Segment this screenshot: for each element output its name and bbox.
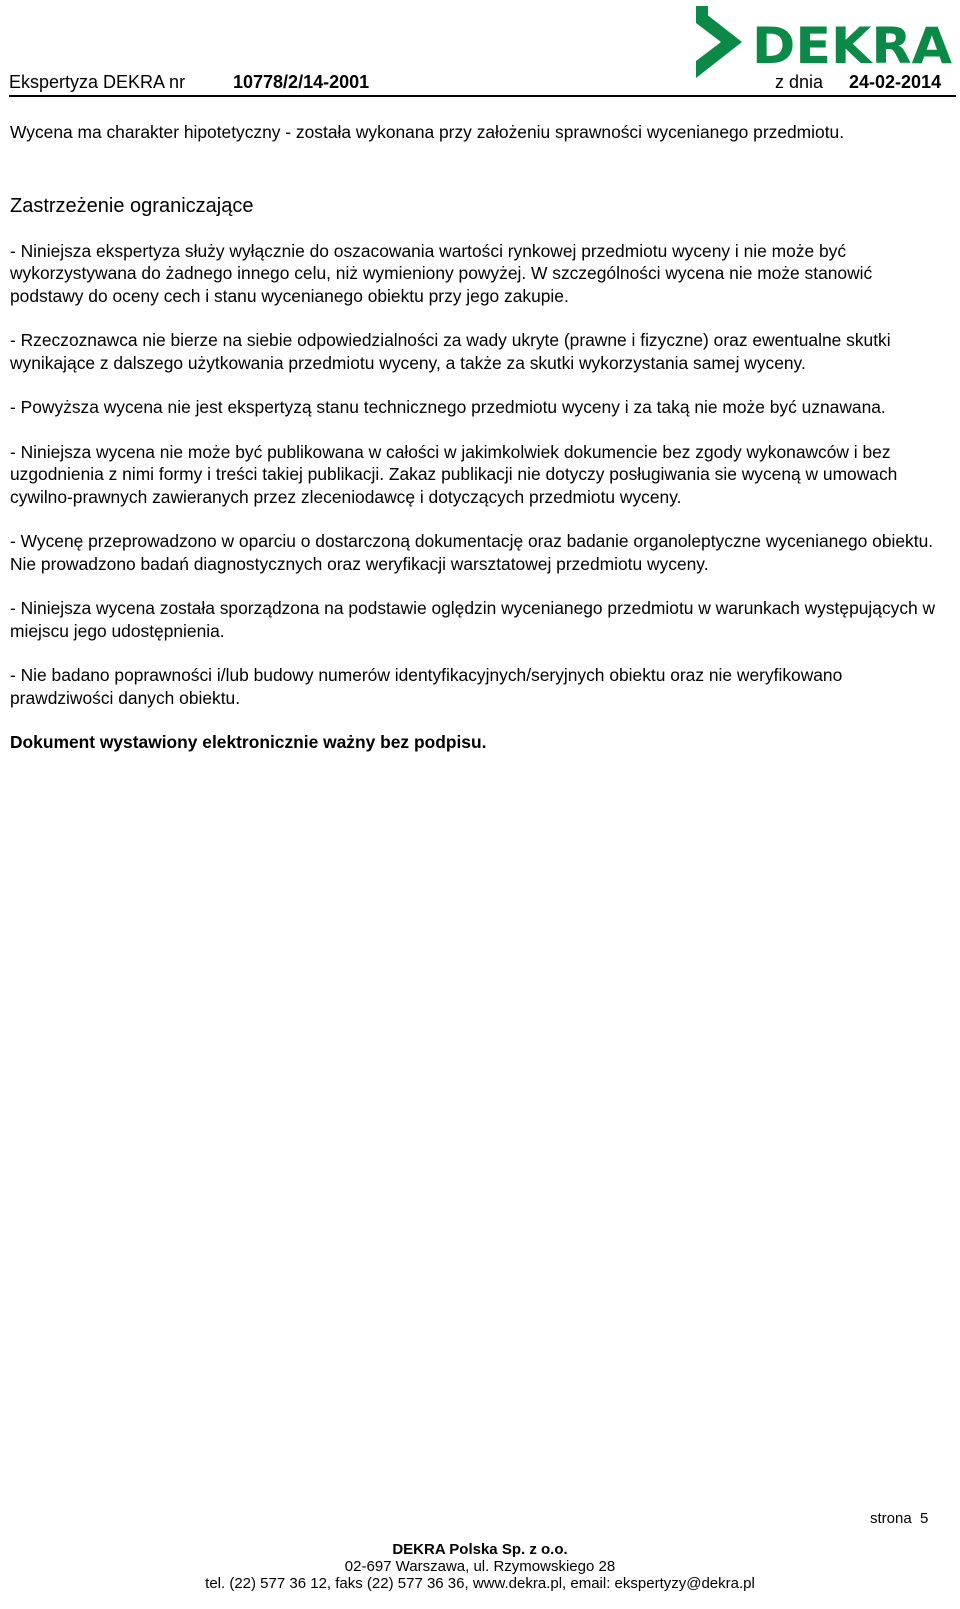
date-label: z dnia (775, 72, 824, 92)
footer-company: DEKRA Polska Sp. z o.o. (392, 1541, 568, 1558)
expertise-number: 10778/2/14-2001 (233, 72, 370, 92)
document-header (9, 71, 956, 97)
final-note: Dokument wystawiony elektronicznie ważny bez podpisu. (10, 732, 487, 752)
footer-contact: tel. (22) 577 36 12, faks (22) 577 36 36, www.dekra.pl, email: ekspertyzy@dekra.pl (205, 1575, 755, 1592)
clause-paragraph: - Wycenę przeprowadzono w oparciu o dostarczoną dokumentację oraz badanie organoleptyczne wycenianego obiektu. Nie prowadzono badań diagnostycznych oraz weryfikacji warsztatowej przedmiotu wyceny. (10, 531, 934, 574)
logo-wordmark: DEKRA (752, 17, 953, 75)
dekra-logo (694, 6, 956, 80)
document-footer (0, 1541, 960, 1592)
clause-paragraph: - Powyższa wycena nie jest ekspertyzą stanu technicznego przedmiotu wyceny i za taką nie może być uznawana. (10, 397, 886, 417)
footer-address: 02-697 Warszawa, ul. Rzymowskiego 28 (344, 1558, 616, 1575)
section-title: Zastrzeżenie ograniczające (10, 194, 254, 217)
intro-paragraph: Wycena ma charakter hipotetyczny - została wykonana przy założeniu sprawności wycenianego przedmiotu. (10, 122, 845, 142)
clause-paragraph: - Niniejsza wycena została sporządzona na podstawie oględzin wycenianego przedmiotu w warunkach występujących w miejscu jego udostępnienia. (10, 598, 936, 641)
page-label: strona (870, 1510, 912, 1527)
clause-paragraph: - Niniejsza wycena nie może być publikowana w całości w jakimkolwiek dokumencie bez zgody wykonawców i bez uzgodnienia z nimi formy i treści takiej publikacji. Zakaz publikacji nie dotyczy posługiwania sie wyceną w umowach cywilno-prawnych zawieranych przez zleceniodawcę i dotyczących przedmiotu wyceny. (10, 441, 898, 507)
expertise-label: Ekspertyza DEKRA nr (9, 72, 186, 92)
dekra-logo-graphic (694, 6, 956, 80)
page-value: 5 (920, 1510, 929, 1527)
issue-date: 24-02-2014 (849, 72, 942, 92)
clause-paragraph: - Niniejsza ekspertyza służy wyłącznie do oszacowania wartości rynkowej przedmiotu wyceny i nie może być wykorzystywana do żadnego innego celu, niż wymieniony powyżej. W szczególności wycena nie może stanowić podstawy do oceny cech i stanu wycenianego obiektu przy jego zakupie. (10, 240, 873, 306)
clause-paragraph: - Rzeczoznawca nie bierze na siebie odpowiedzialności za wady ukryte (prawne i fizyczne) oraz ewentualne skutki wynikające z dalszego użytkowania przedmiotu wyceny, a także za skutki wykorzystania samej wyceny. (10, 330, 891, 373)
page-number (870, 1510, 928, 1527)
document-body (10, 121, 950, 776)
clause-paragraph: - Nie badano poprawności i/lub budowy numerów identyfikacyjnych/seryjnych obiektu oraz nie weryfikowano prawdziwości danych obiektu. (10, 665, 843, 708)
